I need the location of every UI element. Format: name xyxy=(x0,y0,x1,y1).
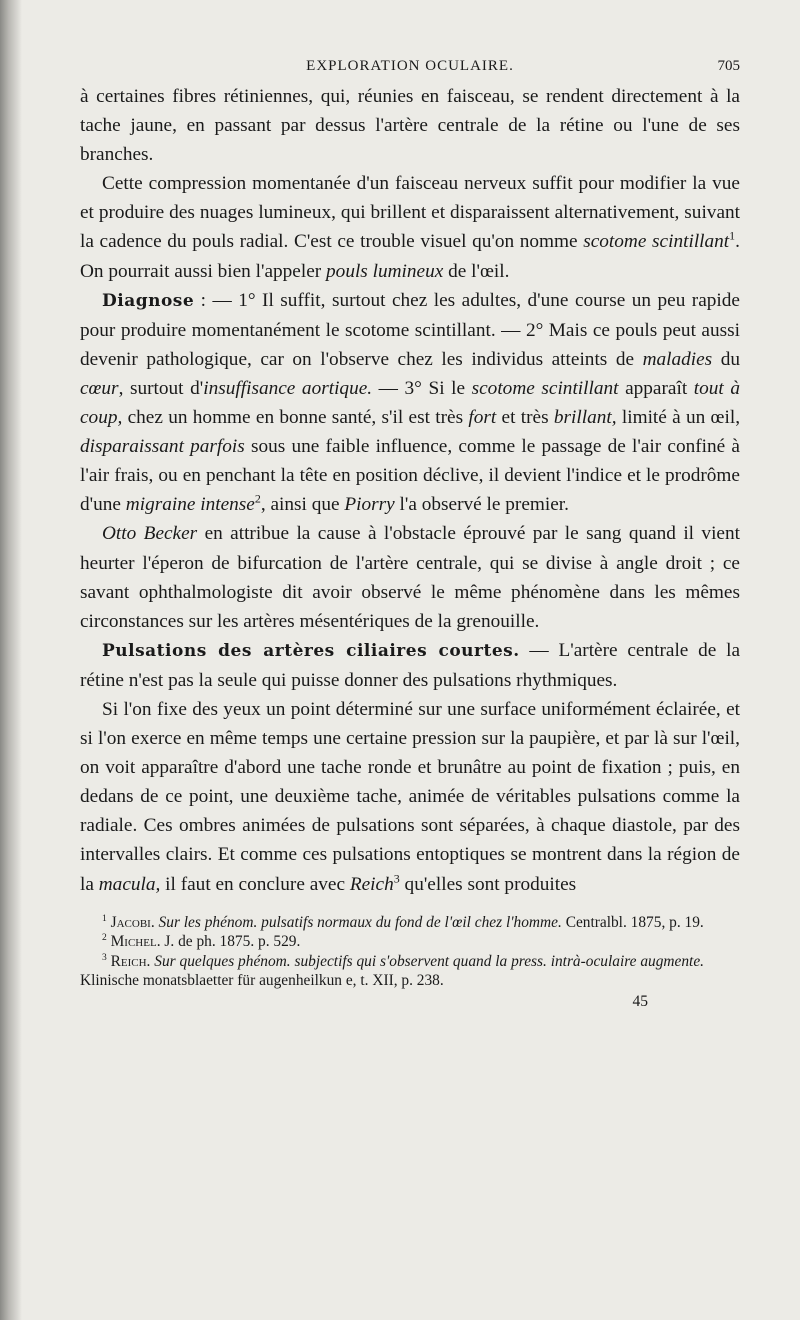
text-run: Si l'on fixe des yeux un point déterminé sur une surface uniformément éclairée, et si l'on exerce en même temps une certaine pression sur la paupière, et par là sur l'œil, on voit apparaître d'abord une tache ronde et brunâtre au point de fixation ; puis, en dedans de ce point, une deuxième tache, animée de véritables pulsations comme la radiale. Ces ombres animées de pulsations sont séparées, à chaque diastole, par des intervalles clairs. Et comme ces pulsations entoptiques se montrent dans la région de la xyxy=(80,698,740,895)
body-text xyxy=(80,82,740,899)
footnote-1 xyxy=(80,913,740,933)
text-run: de l'œil. xyxy=(443,260,510,282)
footnote-author: Jacobi. xyxy=(110,913,155,931)
text-run: . On pourrait aussi bien l'appeler xyxy=(80,231,740,282)
footnote-mark: 1 xyxy=(102,912,107,924)
text-run: apparaît xyxy=(618,377,694,399)
signature-mark: 45 xyxy=(632,992,648,1010)
text-run: à certaines fibres rétiniennes, qui, réunies en faisceau, se rendent directement à la tache jaune, en passant par dessus l'artère centrale de la rétine ou l'une de ses branches. xyxy=(80,86,740,166)
italic-term: scotome scintillant xyxy=(583,231,730,253)
paragraph-5 xyxy=(80,636,740,695)
footnote-source: J. de ph. 1875. p. 529. xyxy=(160,933,301,951)
footnotes xyxy=(80,913,740,991)
italic-term: insuffisance aortique. xyxy=(203,377,373,399)
paragraph-6 xyxy=(80,695,740,899)
footnote-source: Klinische monatsblaetter für augenheilkun e, t. XII, p. 238. xyxy=(80,972,444,990)
paragraph-3 xyxy=(80,286,740,520)
italic-term: disparaissant parfois xyxy=(80,436,245,458)
text-run: du xyxy=(712,348,740,370)
italic-term: brillant, xyxy=(553,407,617,429)
section-heading: Diagnose xyxy=(102,290,195,311)
text-run: Cette compression momentanée d'un faisceau nerveux suffit pour modifier la vue et produire des nuages lumineux, qui brillent et disparaissent alternativement, suivant la cadence du pouls radial. C'est ce trouble visuel qu'on nomme xyxy=(80,173,740,253)
paragraph-2 xyxy=(80,169,740,285)
text-run: chez un homme en bonne santé, s'il est très xyxy=(122,407,469,429)
footnote-mark: 2 xyxy=(102,932,107,943)
footnote-3 xyxy=(80,952,740,991)
italic-term: cœur xyxy=(80,377,119,399)
footnote-mark: 3 xyxy=(102,951,107,963)
text-run: , surtout d' xyxy=(118,377,204,399)
italic-term: Otto Becker xyxy=(102,523,198,545)
text-run: : — 1° Il suffit, surtout chez les adultes, d'une course un peu rapide pour produire momentanément le scotome scintillant. — 2° Mais ce pouls peut aussi devenir pathologique, car on l'observe chez les individus atteints de xyxy=(80,289,740,370)
page xyxy=(80,58,740,1011)
footnote-2 xyxy=(80,932,740,952)
italic-term: fort xyxy=(468,407,497,429)
footnote-ref: 3 xyxy=(393,871,400,886)
text-run: — L'artère centrale de la rétine n'est pas la seule qui puisse donner des pulsations rhythmiques. xyxy=(80,639,740,691)
text-run: — 3° Si le xyxy=(372,377,472,399)
section-heading: Pulsations des artères ciliaires courtes. xyxy=(102,640,520,661)
text-run: en attribue la cause à l'obstacle éprouvé par le sang quand il vient heurter l'éperon de bifurcation de l'artère centrale, qui se divise à angle droit ; ce savant ophthalmologiste dit avoir observé le même phénomène dans les mêmes circonstances sur les artères mésentériques de la grenouille. xyxy=(80,523,740,632)
footnote-ref: 1 xyxy=(729,229,736,244)
italic-term: migraine intense xyxy=(125,494,255,516)
italic-term: maladies xyxy=(642,348,713,370)
italic-term: tout à coup, xyxy=(80,377,740,429)
footnote-title: Sur quelques phénom. subjectifs qui s'observent quand la press. intrà-oculaire augmente. xyxy=(154,952,704,970)
text-run: l'a observé le premier. xyxy=(394,494,569,516)
text-run: il faut en conclure avec xyxy=(160,873,350,895)
paragraph-4 xyxy=(80,519,740,635)
book-spine-shadow xyxy=(0,0,22,1320)
italic-term: Piorry xyxy=(344,494,395,516)
paragraph-1 xyxy=(80,82,740,169)
footnote-title: Sur les phénom. pulsatifs normaux du fond de l'œil chez l'homme. xyxy=(158,913,562,931)
text-run: , ainsi que xyxy=(260,494,345,516)
running-header xyxy=(80,58,740,82)
text-run: limité à un œil, xyxy=(616,407,741,429)
page-number: 705 xyxy=(717,58,740,74)
italic-term: Reich xyxy=(349,873,394,895)
footnote-author: Michel. xyxy=(110,933,161,951)
text-run: et très xyxy=(496,407,554,429)
italic-term: scotome scintillant xyxy=(471,377,619,399)
footnote-source: Centralbl. 1875, p. 19. xyxy=(561,913,704,931)
italic-term: macula, xyxy=(98,873,161,895)
text-run: sous une faible influence, comme le passage de l'air confiné à l'air frais, ou en penchant la tête en position déclive, il devient l'indice et le prodrôme d'une xyxy=(80,436,740,516)
text-run: qu'elles sont produites xyxy=(399,873,577,895)
italic-term: pouls lumineux xyxy=(326,260,444,282)
footnote-author: Reich. xyxy=(110,952,151,970)
footnote-ref: 2 xyxy=(254,491,261,506)
running-title: EXPLORATION OCULAIRE. xyxy=(306,58,514,74)
